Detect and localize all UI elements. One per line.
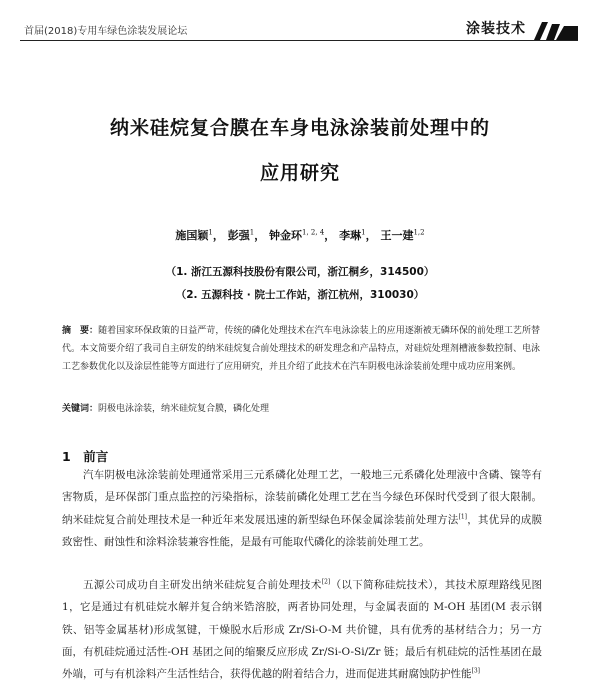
author-affiliation-mark: 1 bbox=[361, 228, 366, 237]
abstract-label: 摘 要： bbox=[62, 326, 99, 336]
abstract bbox=[62, 322, 540, 376]
paragraph-text: 汽车阴极电泳涂装前处理通常采用三元系磷化处理工艺，一般地三元系磷化处理液中含磷、镍等有害物质，是环保部门重点监控的污染指标，涂装前磷化处理工艺在当今绿色环保时代受到了很大限制。纳米硅烷复合前处理技术是一种近年来发展迅速的新型绿色环保金属涂装前处理方法 bbox=[62, 469, 542, 526]
running-header bbox=[20, 18, 578, 41]
author-affiliation-mark: 1, 2, 4 bbox=[302, 228, 325, 237]
citation-ref: [2] bbox=[321, 578, 331, 586]
conference-name: 首届(2018)专用车绿色涂装发展论坛 bbox=[24, 26, 188, 37]
keywords-label: 关键词： bbox=[62, 404, 99, 414]
author-name: 李琳 bbox=[339, 229, 362, 242]
affiliation-2: （2. 五源科技 · 院士工作站，浙江杭州，310030） bbox=[175, 289, 425, 301]
section-heading-intro: 1 前言 bbox=[62, 449, 109, 464]
author-affiliation-mark: 1 bbox=[208, 228, 213, 237]
paragraph-text: ，其优异的成膜致密性、耐蚀性和涂料涂装兼容性能，是最有可能取代磷化的涂装前处理工艺。 bbox=[62, 513, 543, 548]
author-name: 施国颖 bbox=[175, 229, 209, 242]
body-paragraph-2 bbox=[62, 574, 542, 685]
author-name: 钟金环 bbox=[269, 229, 303, 242]
paragraph-text: （以下简称硅烷技术），其技术原理路线见图 1，它是通过有机硅烷水解并复合纳米锆溶胶，两者协同处理，与金属表面的 M-OH 基团(M 表示钢铁、铝等金属基材)形成氢键，干燥脱水后形成 Zr/Si-O-M 共价键，具有优秀的基材结合力；另一方面，有机硅烷通过活性-OH 基团之间的缩聚反应形成 Zr/Si-O-Si/Zr 链；最后有机硅烷的活性基团在最外端，可与有机涂料产生活性结合，获得优越的附着结合力，进而促进其耐腐蚀防护性能 bbox=[62, 579, 543, 681]
author-name: 王一建 bbox=[380, 229, 414, 242]
body-paragraph-1 bbox=[62, 464, 542, 553]
paragraph-text: 五源公司成功自主研发出纳米硅烷复合前处理技术 bbox=[83, 579, 322, 591]
keywords-text: 阴极电泳涂装，纳米硅烷复合膜，磷化处理 bbox=[98, 404, 270, 414]
abstract-text: 随着国家环保政策的日益严苛，传统的磷化处理技术在汽车电泳涂装上的应用逐渐被无磷环保的前处理工艺所替代。本文简要介绍了我司自主研发的纳米硅烷复合前处理技术的研发理念和产品特点，对硅烷处理剂槽液参数控制、电泳工艺参数优化以及涂层性能等方面进行了应用研究，并且介绍了此技术在汽车阴极电泳涂装前处理中成功应用案例。 bbox=[62, 326, 540, 372]
citation-ref: [1] bbox=[458, 513, 467, 521]
brand-name: 涂装技术 bbox=[466, 21, 526, 37]
author-affiliation-mark: 1 bbox=[249, 228, 255, 237]
paper-title-line-1: 纳米硅烷复合膜在车身电泳涂装前处理中的 bbox=[109, 117, 490, 139]
author-name: 彭强 bbox=[227, 229, 250, 242]
citation-ref: [3] bbox=[471, 667, 480, 675]
author-affiliation-mark: 1,2 bbox=[413, 228, 425, 237]
author-list: 施国颖$^1$， 彭强$^1$， 钟金环$^{1, 2, 4}$， 李琳$^1$， 王一建$^{1,2}$ bbox=[175, 228, 425, 242]
brand-slash-logo-icon bbox=[532, 20, 578, 40]
journal-brand bbox=[466, 18, 578, 40]
affiliation-1: （1. 浙江五源科技股份有限公司，浙江桐乡，314500） bbox=[165, 266, 435, 278]
keywords bbox=[62, 401, 540, 414]
paper-title-line-2: 应用研究 bbox=[259, 162, 340, 184]
